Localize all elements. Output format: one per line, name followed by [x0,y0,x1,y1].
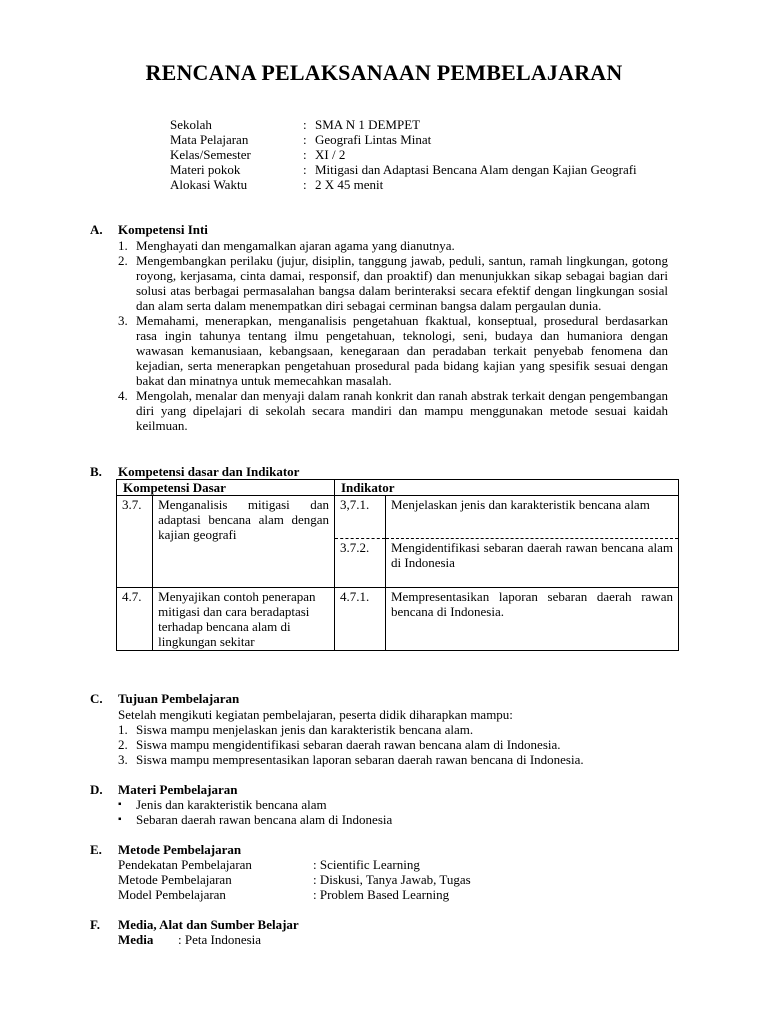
identity-label: Materi pokok [170,162,241,177]
identity-value: Mitigasi dan Adaptasi Bencana Alam dengan Kajian Geografi [315,162,637,177]
indicator-number: 3,7.1. [335,496,386,539]
kd-number: 4.7. [117,588,153,651]
metode-value: : Problem Based Learning [313,887,450,902]
identity-separator: : [303,132,307,147]
list-number: 2. [118,253,128,268]
identity-value: 2 X 45 menit [315,177,384,192]
identity-separator: : [303,177,307,192]
identity-value: XI / 2 [315,147,346,162]
list-item [118,722,678,737]
list-text: Sebaran daerah rawan bencana alam di Indonesia [136,812,393,827]
table-header-row [117,480,679,496]
tujuan-intro: Setelah mengikuti kegiatan pembelajaran, peserta didik diharapkan mampu: [118,707,513,722]
list-item [118,253,668,313]
identity-separator: : [303,117,307,132]
bullet-icon: ▪ [118,799,122,810]
table-row [117,496,679,539]
kompetensi-inti-list [118,238,668,433]
section-e-letter: E. [90,842,102,857]
identity-row-alokasi [0,177,768,192]
metode-value: : Diskusi, Tanya Jawab, Tugas [313,872,471,887]
list-text: Jenis dan karakteristik bencana alam [136,797,327,812]
list-number: 1. [118,722,128,737]
list-item [118,238,668,253]
identity-label: Kelas/Semester [170,147,251,162]
metode-label: Model Pembelajaran [118,887,226,902]
tujuan-list [118,722,678,767]
section-d-letter: D. [90,782,103,797]
identity-separator: : [303,147,307,162]
list-text: Memahami, menerapkan, menganalisis pengetahuan fkaktual, konseptual, prosedural berdasarkan rasa ingin tahunya tentang ilmu pengetahuan, teknologi, seni, budaya dan humaniora dengan wawasan kemanusiaan, kebangsaan, kenegaraan dan peradaban terkait penyebab fenomena dan kejadian, serta menerapkan pengetahuan prosedural pada bidang kajian yang spesifik sesuai dengan bakat dan minatnya untuk memecahkan masalah. [136,313,668,388]
table-row [117,588,679,651]
list-text: Mengembangkan perilaku (jujur, disiplin, tanggung jawab, peduli, santun, ramah lingkungan, gotong royong, kerjasama, cinta damai, responsif, dan proaktif) dan menunjukkan sikap sebagai bagian dari solusi atas berbagai permasalahan bangsa dalam berinteraksi secara efektif dengan lingkungan sosial dan alam serta dalam menempatkan diri sebagai cerminan bangsa dalam pergaulan dunia. [136,253,668,313]
identity-value: SMA N 1 DEMPET [315,117,421,132]
list-item [118,752,678,767]
section-a-letter: A. [90,222,103,237]
table-header-indikator: Indikator [335,480,679,496]
identity-row-materi [0,162,768,177]
section-d-title: Materi Pembelajaran [118,782,238,797]
indicator-text: Mempresentasikan laporan sebaran daerah rawan bencana di Indonesia. [386,588,679,651]
identity-label: Alokasi Waktu [170,177,248,192]
identity-row-kelas [0,147,768,162]
kd-text: Menyajikan contoh penerapan mitigasi dan cara beradaptasi terhadap bencana alam di lingkungan sekitar [153,588,335,651]
list-item [118,313,668,388]
metode-label: Pendekatan Pembelajaran [118,857,252,872]
list-text: Siswa mampu mengidentifikasi sebaran daerah rawan bencana alam di Indonesia. [136,737,561,752]
identity-value: Geografi Lintas Minat [315,132,432,147]
identity-label: Sekolah [170,117,212,132]
list-number: 3. [118,752,128,767]
list-number: 1. [118,238,128,253]
list-item [118,737,678,752]
indicator-text: Mengidentifikasi sebaran daerah rawan bencana alam di Indonesia [386,539,679,588]
list-item [116,812,676,827]
indicator-text: Menjelaskan jenis dan karakteristik bencana alam [386,496,679,539]
identity-separator: : [303,162,307,177]
kd-text: Menganalisis mitigasi dan adaptasi bencana alam dengan kajian geografi [153,496,335,588]
section-f-title: Media, Alat dan Sumber Belajar [118,917,299,932]
kompetensi-table [116,479,679,651]
list-text: Menghayati dan mengamalkan ajaran agama yang dianutnya. [136,238,455,253]
list-item [118,388,668,433]
document-title: RENCANA PELAKSANAAN PEMBELAJARAN [145,60,623,85]
section-e-title: Metode Pembelajaran [118,842,242,857]
section-f-letter: F. [90,917,100,932]
table-header-kd: Kompetensi Dasar [117,480,335,496]
metode-value: : Scientific Learning [313,857,420,872]
list-text: Siswa mampu mempresentasikan laporan sebaran daerah rawan bencana di Indonesia. [136,752,584,767]
section-c-title: Tujuan Pembelajaran [118,691,240,706]
identity-label: Mata Pelajaran [170,132,249,147]
section-b-title: Kompetensi dasar dan Indikator [118,464,300,479]
section-a-title: Kompetensi Inti [118,222,208,237]
media-label: Media [118,932,154,947]
list-number: 2. [118,737,128,752]
section-b-letter: B. [90,464,102,479]
list-number: 3. [118,313,128,328]
list-text: Mengolah, menalar dan menyaji dalam ranah konkrit dan ranah abstrak terkait dengan pengembangan diri yang dipelajari di sekolah secara mandiri dan mampu menggunakan metode sesuai kaidah keilmuan. [136,388,668,433]
bullet-icon: ▪ [118,814,122,825]
materi-list [116,797,676,827]
list-item [116,797,676,812]
list-text: Siswa mampu menjelaskan jenis dan karakteristik bencana alam. [136,722,474,737]
media-value: : Peta Indonesia [178,932,262,947]
indicator-number: 4.7.1. [335,588,386,651]
kd-number: 3.7. [117,496,153,588]
list-number: 4. [118,388,128,403]
section-c-letter: C. [90,691,103,706]
identity-row-sekolah [0,117,768,132]
metode-label: Metode Pembelajaran [118,872,232,887]
indicator-number: 3.7.2. [335,539,386,588]
identity-row-mapel [0,132,768,147]
